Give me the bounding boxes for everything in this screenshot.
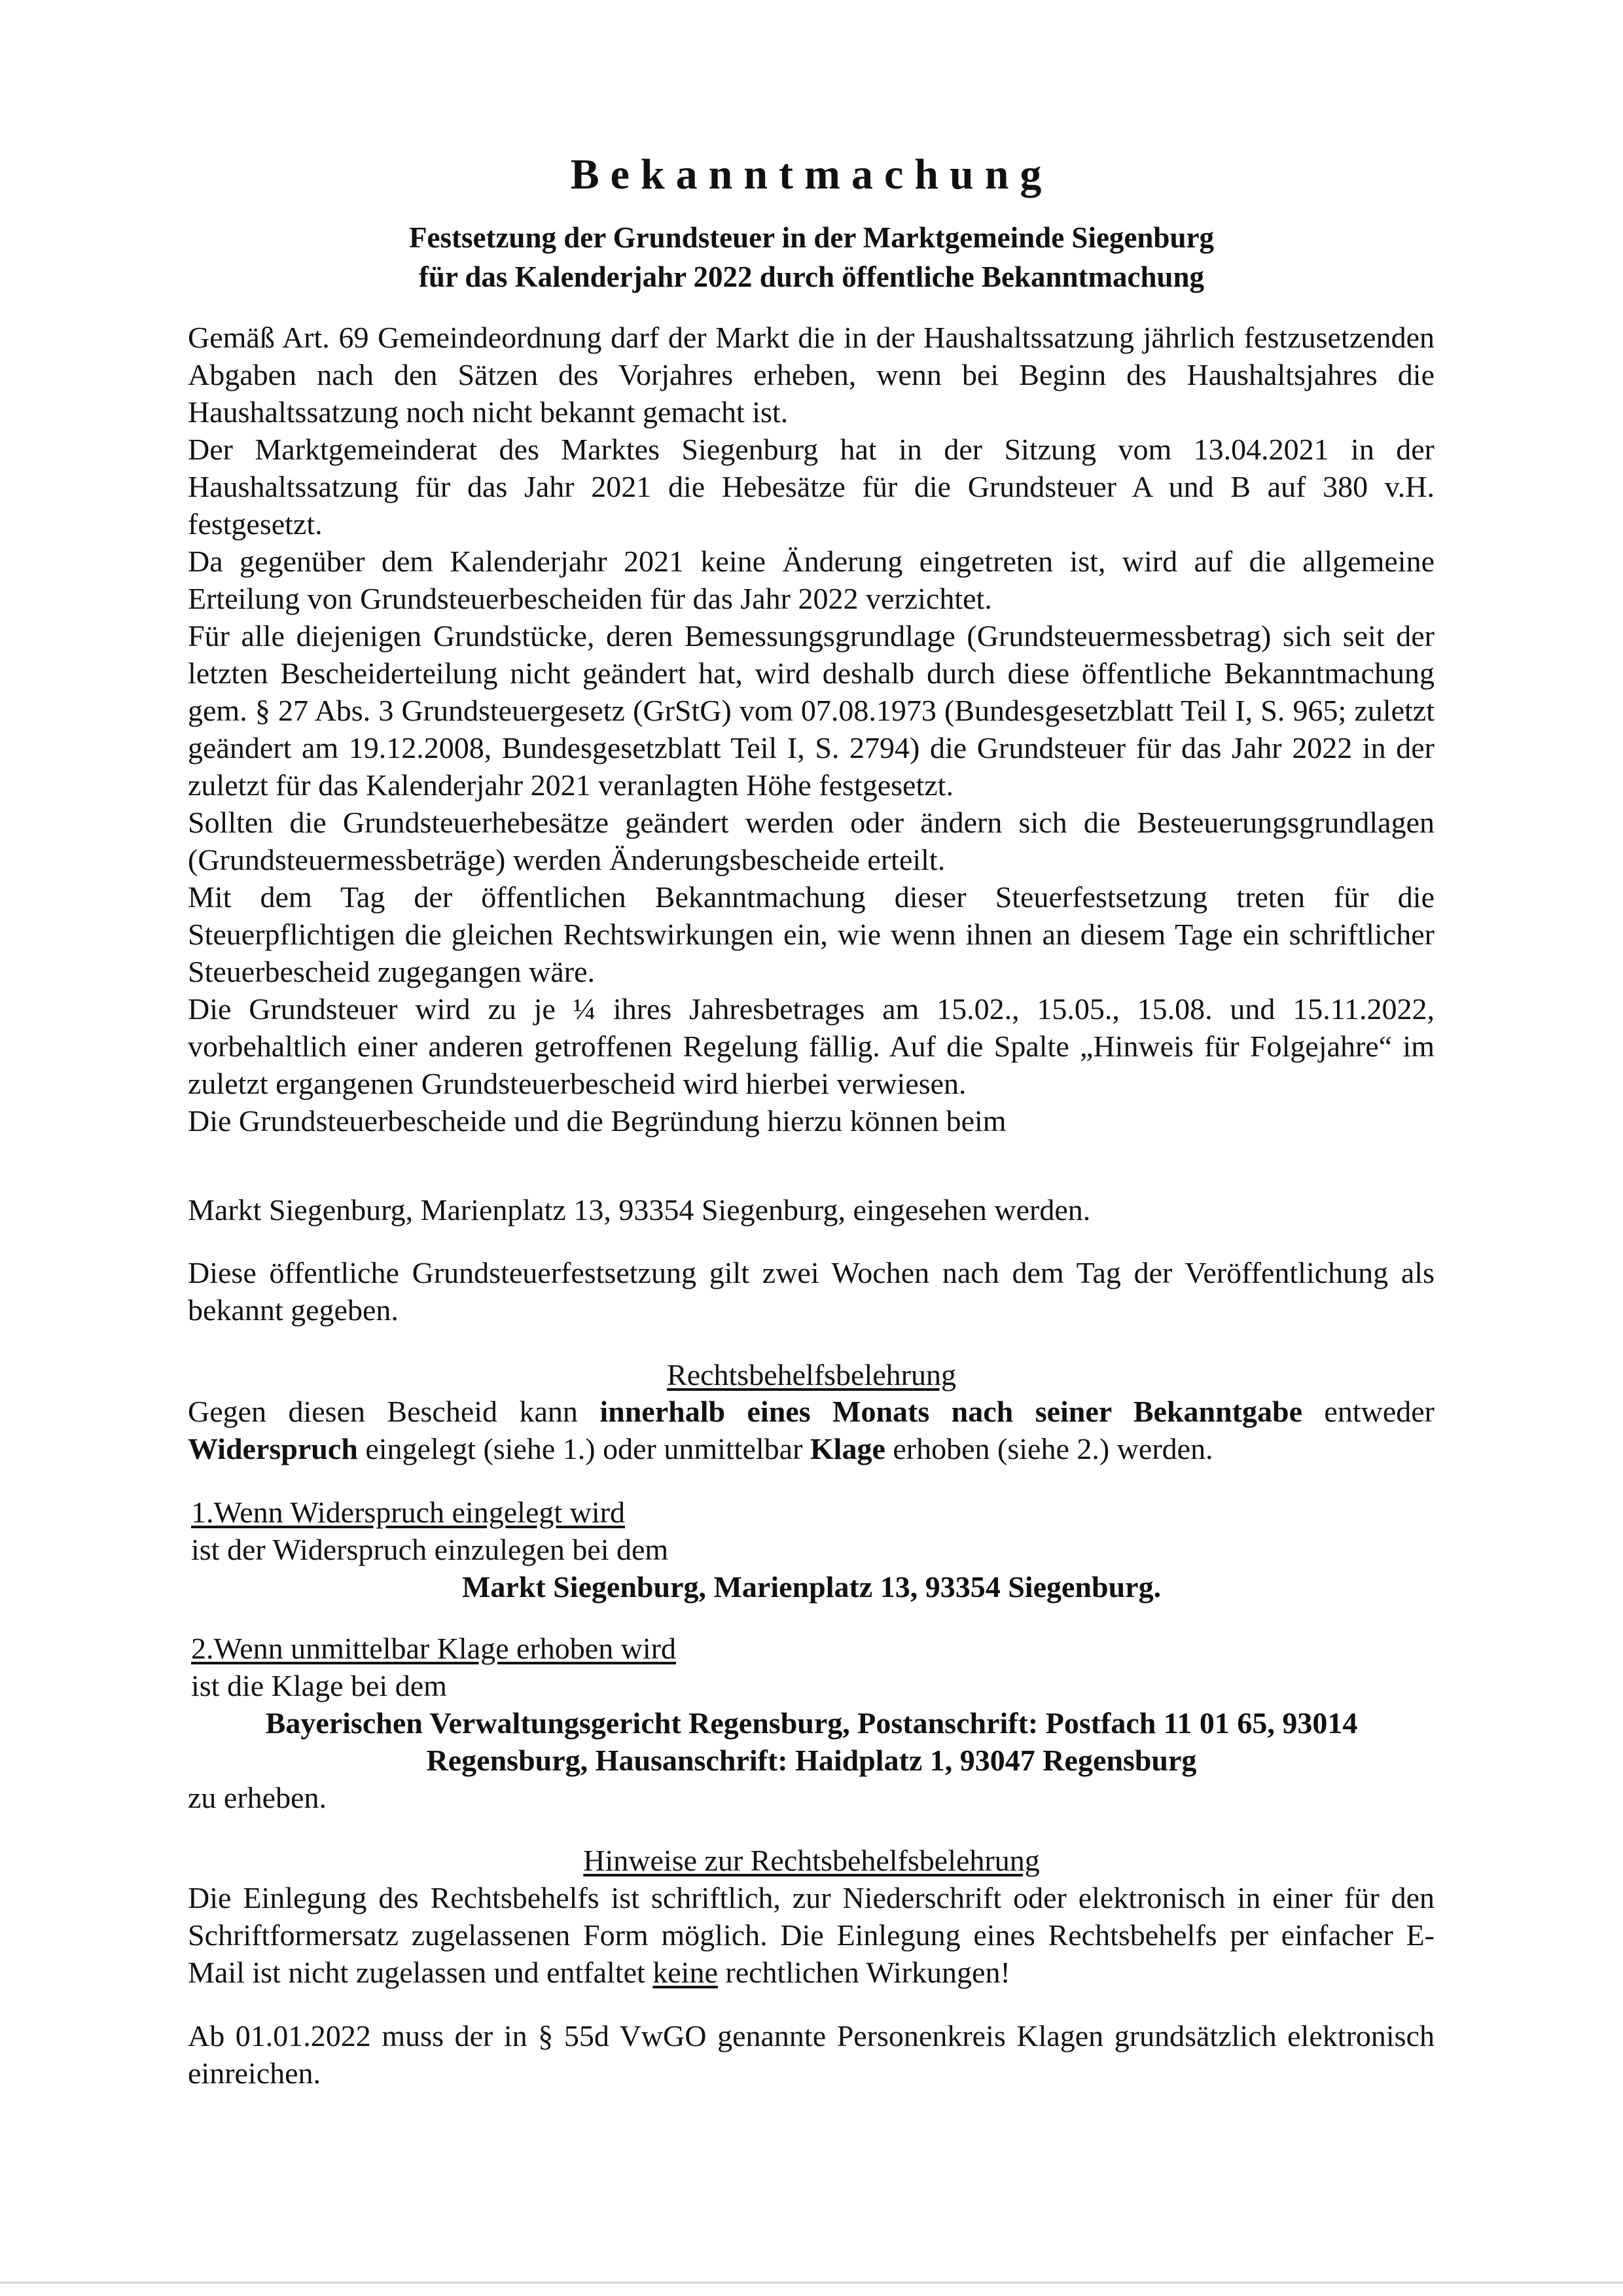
court-address-line-2: Regensburg, Hausanschrift: Haidplatz 1, 93047 Regensburg [426, 1744, 1197, 1777]
subtitle-line-2: für das Kalenderjahr 2022 durch öffentliche Bekanntmachung [418, 260, 1205, 293]
body-paragraph: Da gegenüber dem Kalenderjahr 2021 keine Änderung eingetreten ist, wird auf die allgemeine Erteilung von Grundsteuerbescheiden für das Jahr 2022 verzichtet. [188, 545, 1435, 615]
remedy-heading: Rechtsbehelfsbelehrung [667, 1358, 956, 1391]
objection-address: Markt Siegenburg, Marienplatz 13, 93354 Siegenburg. [461, 1570, 1162, 1604]
body-paragraph: Sollten die Grundsteuerhebesätze geändert werden oder ändern sich die Besteuerungsgrundlagen (Grundsteuermessbeträge) werden Änderungsbescheide erteilt. [188, 806, 1435, 876]
lawsuit-emphasis: Klage [810, 1432, 885, 1465]
notes-text-part: rechtlichen Wirkungen! [717, 1956, 1010, 1989]
validity-text: Diese öffentliche Grundsteuerfestsetzung gilt zwei Wochen nach dem Tag der Veröffentlichung als bekannt gegeben. [188, 1256, 1435, 1327]
notes-heading: Hinweise zur Rechtsbehelfsbelehrung [583, 1844, 1040, 1877]
body-paragraph: Gemäß Art. 69 Gemeindeordnung darf der Markt die in der Haushaltssatzung jährlich festzusetzenden Abgaben nach den Sätzen des Vorjahres erheben, wenn bei Beginn des Haushaltsjahres die Haushaltssatzung noch nicht bekannt gemacht ist. [188, 321, 1435, 429]
body-paragraph: Für alle diejenigen Grundstücke, deren Bemessungsgrundlage (Grundsteuermessbetrag) sich seit der letzten Bescheiderteilung nicht geändert hat, wird deshalb durch diese öffentliche Bekanntmachung gem. § 27 Abs. 3 Grundsteuergesetz (GrStG) vom 07.08.1973 (Bundesgesetzblatt Teil I, S. 965; zuletzt geändert am 19.12.2008, Bundesgesetzblatt Teil I, S. 2794) die Grundsteuer für das Jahr 2022 in der zuletzt für das Kalenderjahr 2021 veranlagten Höhe festgesetzt. [188, 619, 1435, 802]
objection-emphasis: Widerspruch [188, 1432, 358, 1465]
remedy-intro-text [188, 1393, 1435, 1467]
objection-heading: 1.Wenn Widerspruch eingelegt wird [191, 1496, 625, 1529]
lawsuit-end: zu erheben. [188, 1781, 327, 1814]
remedy-intro-part: eingelegt (siehe 1.) oder unmittelbar [357, 1432, 810, 1465]
document-title: Bekanntmachung [570, 151, 1053, 198]
scan-edge-line [0, 2282, 1623, 2284]
remedy-intro-part: erhoben (siehe 2.) werden. [885, 1432, 1213, 1465]
notes-text-2: Ab 01.01.2022 muss der in § 55d VwGO genannte Personenkreis Klagen grundsätzlich elektronisch einreichen. [188, 2019, 1435, 2090]
notice-body [188, 319, 1435, 1139]
court-address-line-1: Bayerischen Verwaltungsgericht Regensburg, Postanschrift: Postfach 11 01 65, 93014 [265, 1706, 1358, 1740]
notes-paragraph-1 [188, 1879, 1435, 1991]
lawsuit-text: ist die Klage bei dem [191, 1669, 447, 1702]
notes-text-part: Die Einlegung des Rechtsbehelfs ist schriftlich, zur Niederschrift oder elektronisch in einer für den Schriftformersatz zugelassenen Form möglich. Die Einlegung eines Rechtsbehelfs per einfacher E-Mail ist nicht zugelassen und entfaltet [188, 1881, 1435, 1989]
validity-paragraph [188, 1254, 1435, 1329]
notes-paragraph-2 [188, 2017, 1435, 2092]
body-paragraph: Der Marktgemeinderat des Marktes Siegenburg hat in der Sitzung vom 13.04.2021 in der Haushaltssatzung für das Jahr 2021 die Hebesätze für die Grundsteuer A und B auf 380 v.H. festgesetzt. [188, 433, 1435, 541]
keine-emphasis: keine [652, 1956, 718, 1989]
subtitle-line-1: Festsetzung der Grundsteuer in der Marktgemeinde Siegenburg [409, 221, 1214, 254]
remedy-intro [188, 1393, 1435, 1467]
remedy-intro-part: Gegen diesen Bescheid kann [188, 1395, 600, 1428]
notes-text [188, 1879, 1435, 1991]
deadline-emphasis: innerhalb eines Monats nach seiner Bekanntgabe [599, 1395, 1302, 1428]
lawsuit-heading: 2.Wenn unmittelbar Klage erhoben wird [191, 1632, 677, 1665]
objection-text: ist der Widerspruch einzulegen bei dem [191, 1533, 669, 1566]
body-paragraph: Die Grundsteuerbescheide und die Begründung hierzu können beim [188, 1104, 1007, 1138]
body-paragraph: Mit dem Tag der öffentlichen Bekanntmachung dieser Steuerfestsetzung treten für die Steuerpflichtigen die gleichen Rechtswirkungen ein, wie wenn ihnen an diesem Tage ein schriftlicher Steuerbescheid zugegangen wäre. [188, 880, 1435, 988]
remedy-intro-part: entweder [1302, 1395, 1435, 1428]
body-paragraph: Die Grundsteuer wird zu je ¼ ihres Jahresbetrages am 15.02., 15.05., 15.08. und 15.11.2022, vorbehaltlich einer anderen getroffenen Regelung fällig. Auf die Spalte „Hinweis für Folgejahre“ im zuletzt ergangenen Grundsteuerbescheid wird hierbei verwiesen. [188, 992, 1435, 1100]
inspection-address: Markt Siegenburg, Marienplatz 13, 93354 Siegenburg, eingesehen werden. [188, 1193, 1091, 1227]
